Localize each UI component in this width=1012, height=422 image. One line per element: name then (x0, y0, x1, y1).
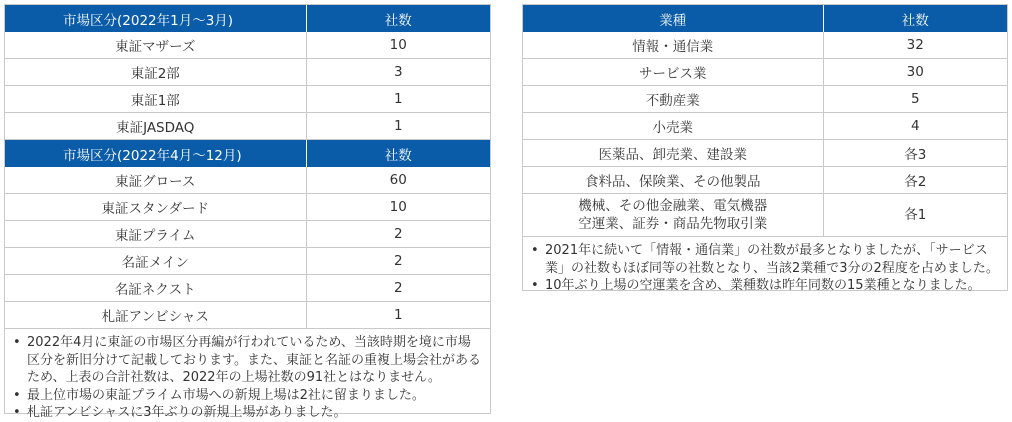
industry-column-header: 業種 (523, 5, 823, 32)
count-column-header: 社数 (306, 140, 490, 167)
industry-cell: 小売業 (523, 113, 823, 140)
count-cell: 各3 (823, 140, 1007, 167)
count-cell: 2 (306, 275, 490, 302)
count-column-header: 社数 (306, 5, 490, 32)
table-row (5, 194, 490, 221)
segment-cell: 東証スタンダード (5, 194, 306, 221)
count-cell: 3 (306, 59, 490, 86)
industry-table (523, 5, 1007, 237)
segment-cell: 東証グロース (5, 167, 306, 194)
count-cell: 2 (306, 221, 490, 248)
note-item (13, 404, 482, 422)
count-cell: 各1 (823, 194, 1007, 237)
note-text: 最上位市場の東証プライム市場への新規上場は2社に留まりました。 (27, 387, 425, 403)
table-header (523, 5, 1007, 32)
bullet-icon: • (13, 405, 21, 420)
table-row (523, 140, 1007, 167)
count-cell: 32 (823, 32, 1007, 59)
segment-cell: 東証JASDAQ (5, 113, 306, 140)
note-item (13, 334, 482, 387)
count-cell: 10 (306, 32, 490, 59)
market-segment-table-q1 (5, 5, 490, 140)
count-cell: 2 (306, 248, 490, 275)
segment-column-header: 市場区分(2022年1月～3月) (5, 5, 306, 32)
table-row (5, 113, 490, 140)
count-cell: 5 (823, 86, 1007, 113)
table-row (5, 59, 490, 86)
table-row (5, 167, 490, 194)
table-row (523, 59, 1007, 86)
count-cell: 1 (306, 86, 490, 113)
segment-cell: 東証プライム (5, 221, 306, 248)
segment-cell: 東証マザーズ (5, 32, 306, 59)
table-row (5, 221, 490, 248)
segment-cell: 名証メイン (5, 248, 306, 275)
table-row (523, 167, 1007, 194)
note-item (531, 242, 999, 277)
market-notes (5, 329, 490, 422)
industry-cell-line: 空運業、証券・商品先物取引業 (578, 216, 768, 232)
table-row (523, 32, 1007, 59)
bullet-icon: • (13, 387, 21, 403)
industry-cell: 情報・通信業 (523, 32, 823, 59)
segment-cell: 東証1部 (5, 86, 306, 113)
industry-cell: 食料品、保険業、その他製品 (523, 167, 823, 194)
note-text: 2021年に続いて「情報・通信業」の社数が最多となりましたが、「サービス業」の社数もほぼ同等の社数となり、当該2業種で3分の2程度を占めました。 (545, 243, 999, 276)
note-item (13, 387, 482, 405)
table-row (523, 194, 1007, 237)
table-row (5, 302, 490, 329)
segment-cell: 名証ネクスト (5, 275, 306, 302)
note-text: 2022年4月に東証の市場区分再編が行われているため、当該時期を境に市場区分を新旧分けて記載しております。また、東証と名証の重複上場会社があるため、上表の合計社数は、2022年の上場社数の91社とはなりません。 (27, 335, 481, 385)
count-cell: 4 (823, 113, 1007, 140)
market-segment-table-q2-q4 (5, 140, 490, 329)
industry-cell (523, 194, 823, 237)
count-cell: 1 (306, 113, 490, 140)
table-header (5, 5, 490, 32)
industry-cell: 不動産業 (523, 86, 823, 113)
table-row (5, 86, 490, 113)
count-cell: 1 (306, 302, 490, 329)
count-cell: 60 (306, 167, 490, 194)
table-row (5, 275, 490, 302)
note-text: 10年ぶり上場の空運業を含め、業種数は昨年同数の15業種となりました。 (545, 278, 981, 293)
industry-notes (523, 237, 1007, 295)
segment-column-header: 市場区分(2022年4月～12月) (5, 140, 306, 167)
note-item (531, 277, 999, 295)
segment-cell: 札証アンビシャス (5, 302, 306, 329)
count-cell: 各2 (823, 167, 1007, 194)
industry-cell: サービス業 (523, 59, 823, 86)
table-row (523, 113, 1007, 140)
bullet-icon: • (531, 278, 539, 293)
bullet-icon: • (13, 335, 21, 350)
table-row (523, 86, 1007, 113)
table-header (5, 140, 490, 167)
count-cell: 10 (306, 194, 490, 221)
industry-panel (522, 4, 1008, 291)
table-row (5, 248, 490, 275)
count-column-header: 社数 (823, 5, 1007, 32)
industry-cell-line: 機械、その他金融業、電気機器 (578, 198, 768, 214)
count-cell: 30 (823, 59, 1007, 86)
market-segment-panel (4, 4, 491, 420)
industry-cell: 医薬品、卸売業、建設業 (523, 140, 823, 167)
note-text: 札証アンビシャスに3年ぶりの新規上場がありました。 (27, 405, 347, 420)
table-row (5, 32, 490, 59)
segment-cell: 東証2部 (5, 59, 306, 86)
bullet-icon: • (531, 243, 539, 258)
